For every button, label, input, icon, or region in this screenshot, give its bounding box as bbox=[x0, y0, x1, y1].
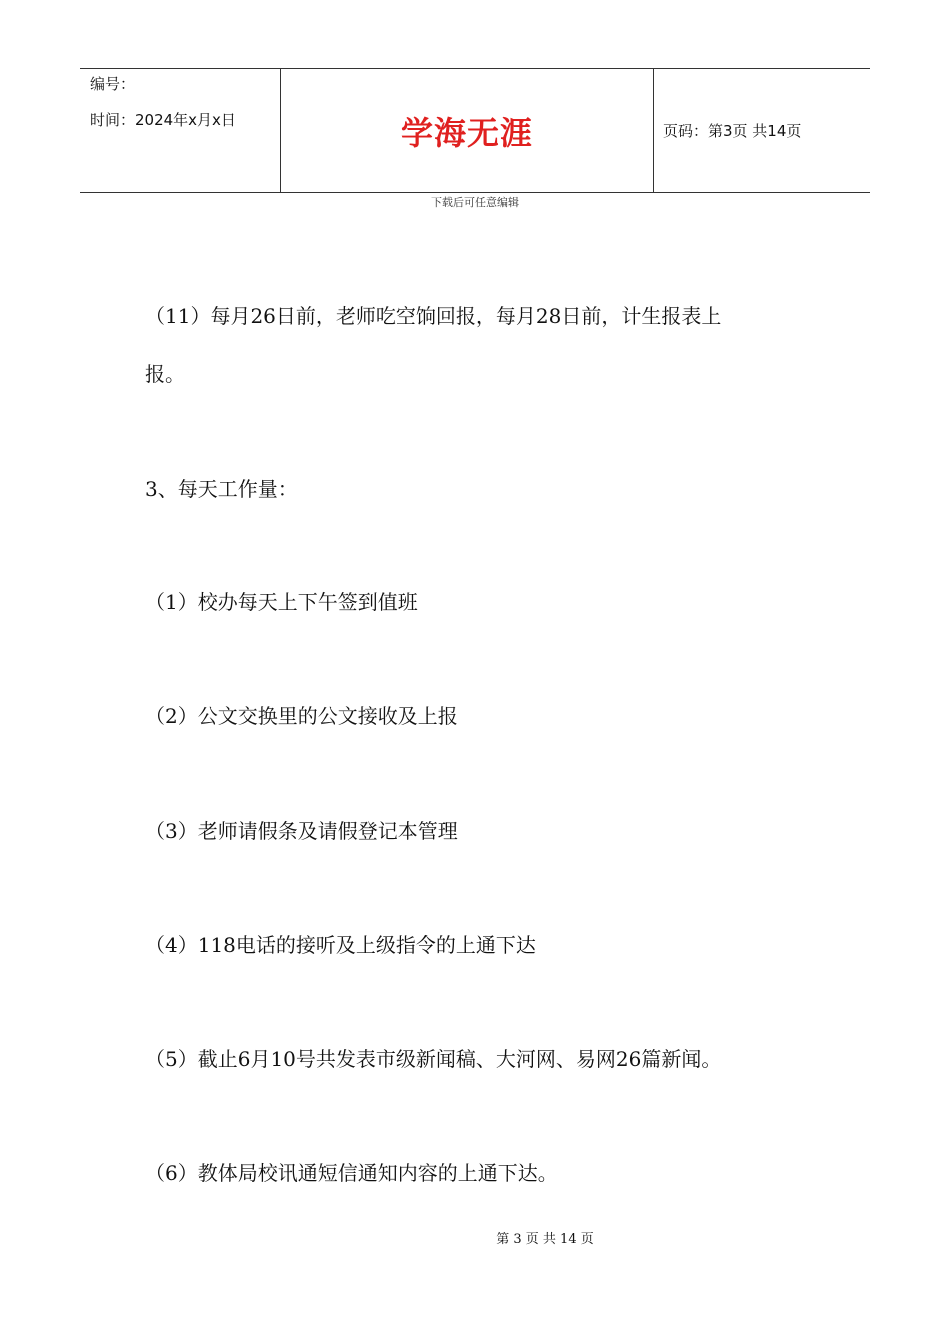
header-right-cell bbox=[654, 69, 870, 192]
page-info: 页码：第3页 共14页 bbox=[663, 122, 802, 140]
header-center-cell bbox=[281, 69, 654, 192]
paragraph: （6）教体局校讯通短信通知内容的上通下达。 bbox=[145, 1161, 558, 1185]
paragraph: （11）每月26日前，老师吃空饷回报，每月28日前，计生报表上 bbox=[145, 304, 722, 328]
paragraph: （4）118电话的接听及上级指令的上通下达 bbox=[145, 933, 536, 957]
document-header-table bbox=[80, 68, 870, 193]
time-label: 时间：2024年x月x日 bbox=[90, 111, 236, 129]
serial-number-label: 编号： bbox=[90, 75, 136, 93]
paragraph: （2）公文交换里的公文接收及上报 bbox=[145, 704, 458, 728]
page-footer: 第 3 页 共 14 页 bbox=[496, 1232, 594, 1247]
download-note: 下载后可任意编辑 bbox=[431, 196, 519, 209]
paragraph: 3、每天工作量： bbox=[145, 477, 298, 501]
paragraph: 报。 bbox=[145, 362, 185, 386]
header-left-cell bbox=[80, 69, 281, 192]
paragraph: （1）校办每天上下午签到值班 bbox=[145, 590, 418, 614]
paragraph: （3）老师请假条及请假登记本管理 bbox=[145, 819, 458, 843]
brand-title: 学海无涯 bbox=[400, 113, 533, 152]
paragraph: （5）截止6月10号共发表市级新闻稿、大河网、易网26篇新闻。 bbox=[145, 1047, 722, 1071]
